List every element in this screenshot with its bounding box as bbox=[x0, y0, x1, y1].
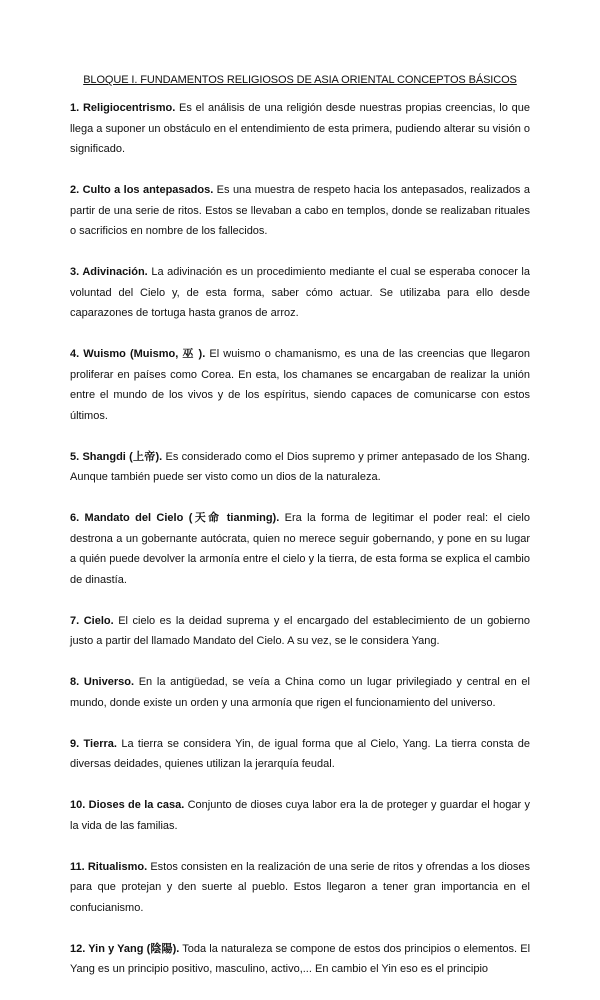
concept-definition: Era la forma de legitimar el poder real: el cielo destrona a un gobernante autócrata, quien no merece seguir gobernando, y pone en su lugar a quién puede devolver la armonía entre el cielo y la tierra, de esta forma se explica el cambio de dinastía. bbox=[70, 512, 530, 586]
concept-paragraph bbox=[70, 734, 530, 775]
concept-definition: Es una muestra de respeto hacia los antepasados, realizados a partir de una serie de ritos. Estos se llevaban a cabo en templos, donde se realizaban rituales o sacrificios en nombre de los fallecidos. bbox=[70, 184, 530, 237]
concept-paragraph bbox=[70, 344, 530, 426]
concept-term: 5. Shangdi (上帝). bbox=[70, 450, 163, 463]
concept-definition: Estos consisten en la realización de una serie de ritos y ofrendas a los dioses para que protejan y den suerte al pueblo. Estos llegaron a tener gran importancia en el confucianismo. bbox=[70, 860, 530, 914]
concept-term: 11. Ritualismo. bbox=[70, 860, 148, 873]
concept-definition: Es considerado como el Dios supremo y primer antepasado de los Shang. Aunque también puede ser visto como un dios de la naturaleza. bbox=[70, 450, 531, 483]
concept-definition: En la antigüedad, se veía a China como un lugar privilegiado y central en el mundo, donde existe un orden y una armonía que rigen el funcionamiento del universo. bbox=[70, 676, 530, 709]
concept-paragraph bbox=[70, 857, 530, 919]
concept-term: 8. Universo. bbox=[70, 676, 135, 688]
concept-term: 3. Adivinación. bbox=[70, 266, 148, 278]
concept-term: 6. Mandato del Cielo (天命 tianming). bbox=[70, 512, 280, 524]
concept-term: 7. Cielo. bbox=[70, 614, 114, 627]
concept-paragraph bbox=[70, 262, 530, 324]
concept-paragraph bbox=[70, 508, 530, 590]
concept-term: 1. Religiocentrismo. bbox=[70, 102, 176, 114]
concept-term: 2. Culto a los antepasados. bbox=[70, 184, 214, 196]
concept-paragraph bbox=[70, 939, 530, 980]
concept-definition: Toda la naturaleza se compone de estos dos principios o elementos. El Yang es un principio positivo, masculino, activo,... En cambio el Yin eso es el principio bbox=[70, 942, 531, 975]
document-title: BLOQUE I. FUNDAMENTOS RELIGIOSOS DE ASIA ORIENTAL CONCEPTOS BÁSICOS bbox=[83, 74, 517, 86]
document-page bbox=[70, 70, 530, 1000]
concept-definition: La adivinación es un procedimiento mediante el cual se esperaba conocer la voluntad del Cielo y, de esta forma, saber cómo actuar. Se utilizaba para ello desde caparazones de tortuga hasta granos de arroz. bbox=[70, 266, 530, 319]
concept-paragraph bbox=[70, 795, 530, 836]
concept-definition: El cielo es la deidad suprema y el encargado del establecimiento de un gobierno justo a partir del llamado Mandato del Cielo. A su vez, se le considera Yang. bbox=[70, 614, 531, 647]
concept-term: 4. Wuismo (Muismo, 巫 ). bbox=[70, 348, 206, 360]
concept-paragraph bbox=[70, 611, 530, 652]
concept-paragraph bbox=[70, 180, 530, 242]
concept-definition: Conjunto de dioses cuya labor era la de proteger y guardar el hogar y la vida de las familias. bbox=[70, 799, 530, 832]
concept-definition: Es el análisis de una religión desde nuestras propias creencias, lo que llega a suponer un obstáculo en el entendimiento de esta primera, pudiendo alterar su visión o significado. bbox=[70, 102, 530, 155]
concept-definition: La tierra se considera Yin, de igual forma que al Cielo, Yang. La tierra consta de diversas deidades, quienes utilizan la jerarquía feudal. bbox=[70, 737, 530, 770]
concept-definition: El wuismo o chamanismo, es una de las creencias que llegaron proliferar en países como Corea. En esta, los chamanes se encargaban de realizar la unión entre el mundo de los vivos y de los espíritus, siendo capaces de comunicarse con estos últimos. bbox=[70, 348, 530, 422]
concept-paragraph bbox=[70, 672, 530, 713]
concept-paragraph bbox=[70, 98, 530, 160]
concept-term: 10. Dioses de la casa. bbox=[70, 799, 185, 811]
concept-term: 12. Yin y Yang (陰陽). bbox=[70, 942, 180, 955]
concept-paragraph bbox=[70, 447, 530, 488]
concept-term: 9. Tierra. bbox=[70, 737, 117, 750]
